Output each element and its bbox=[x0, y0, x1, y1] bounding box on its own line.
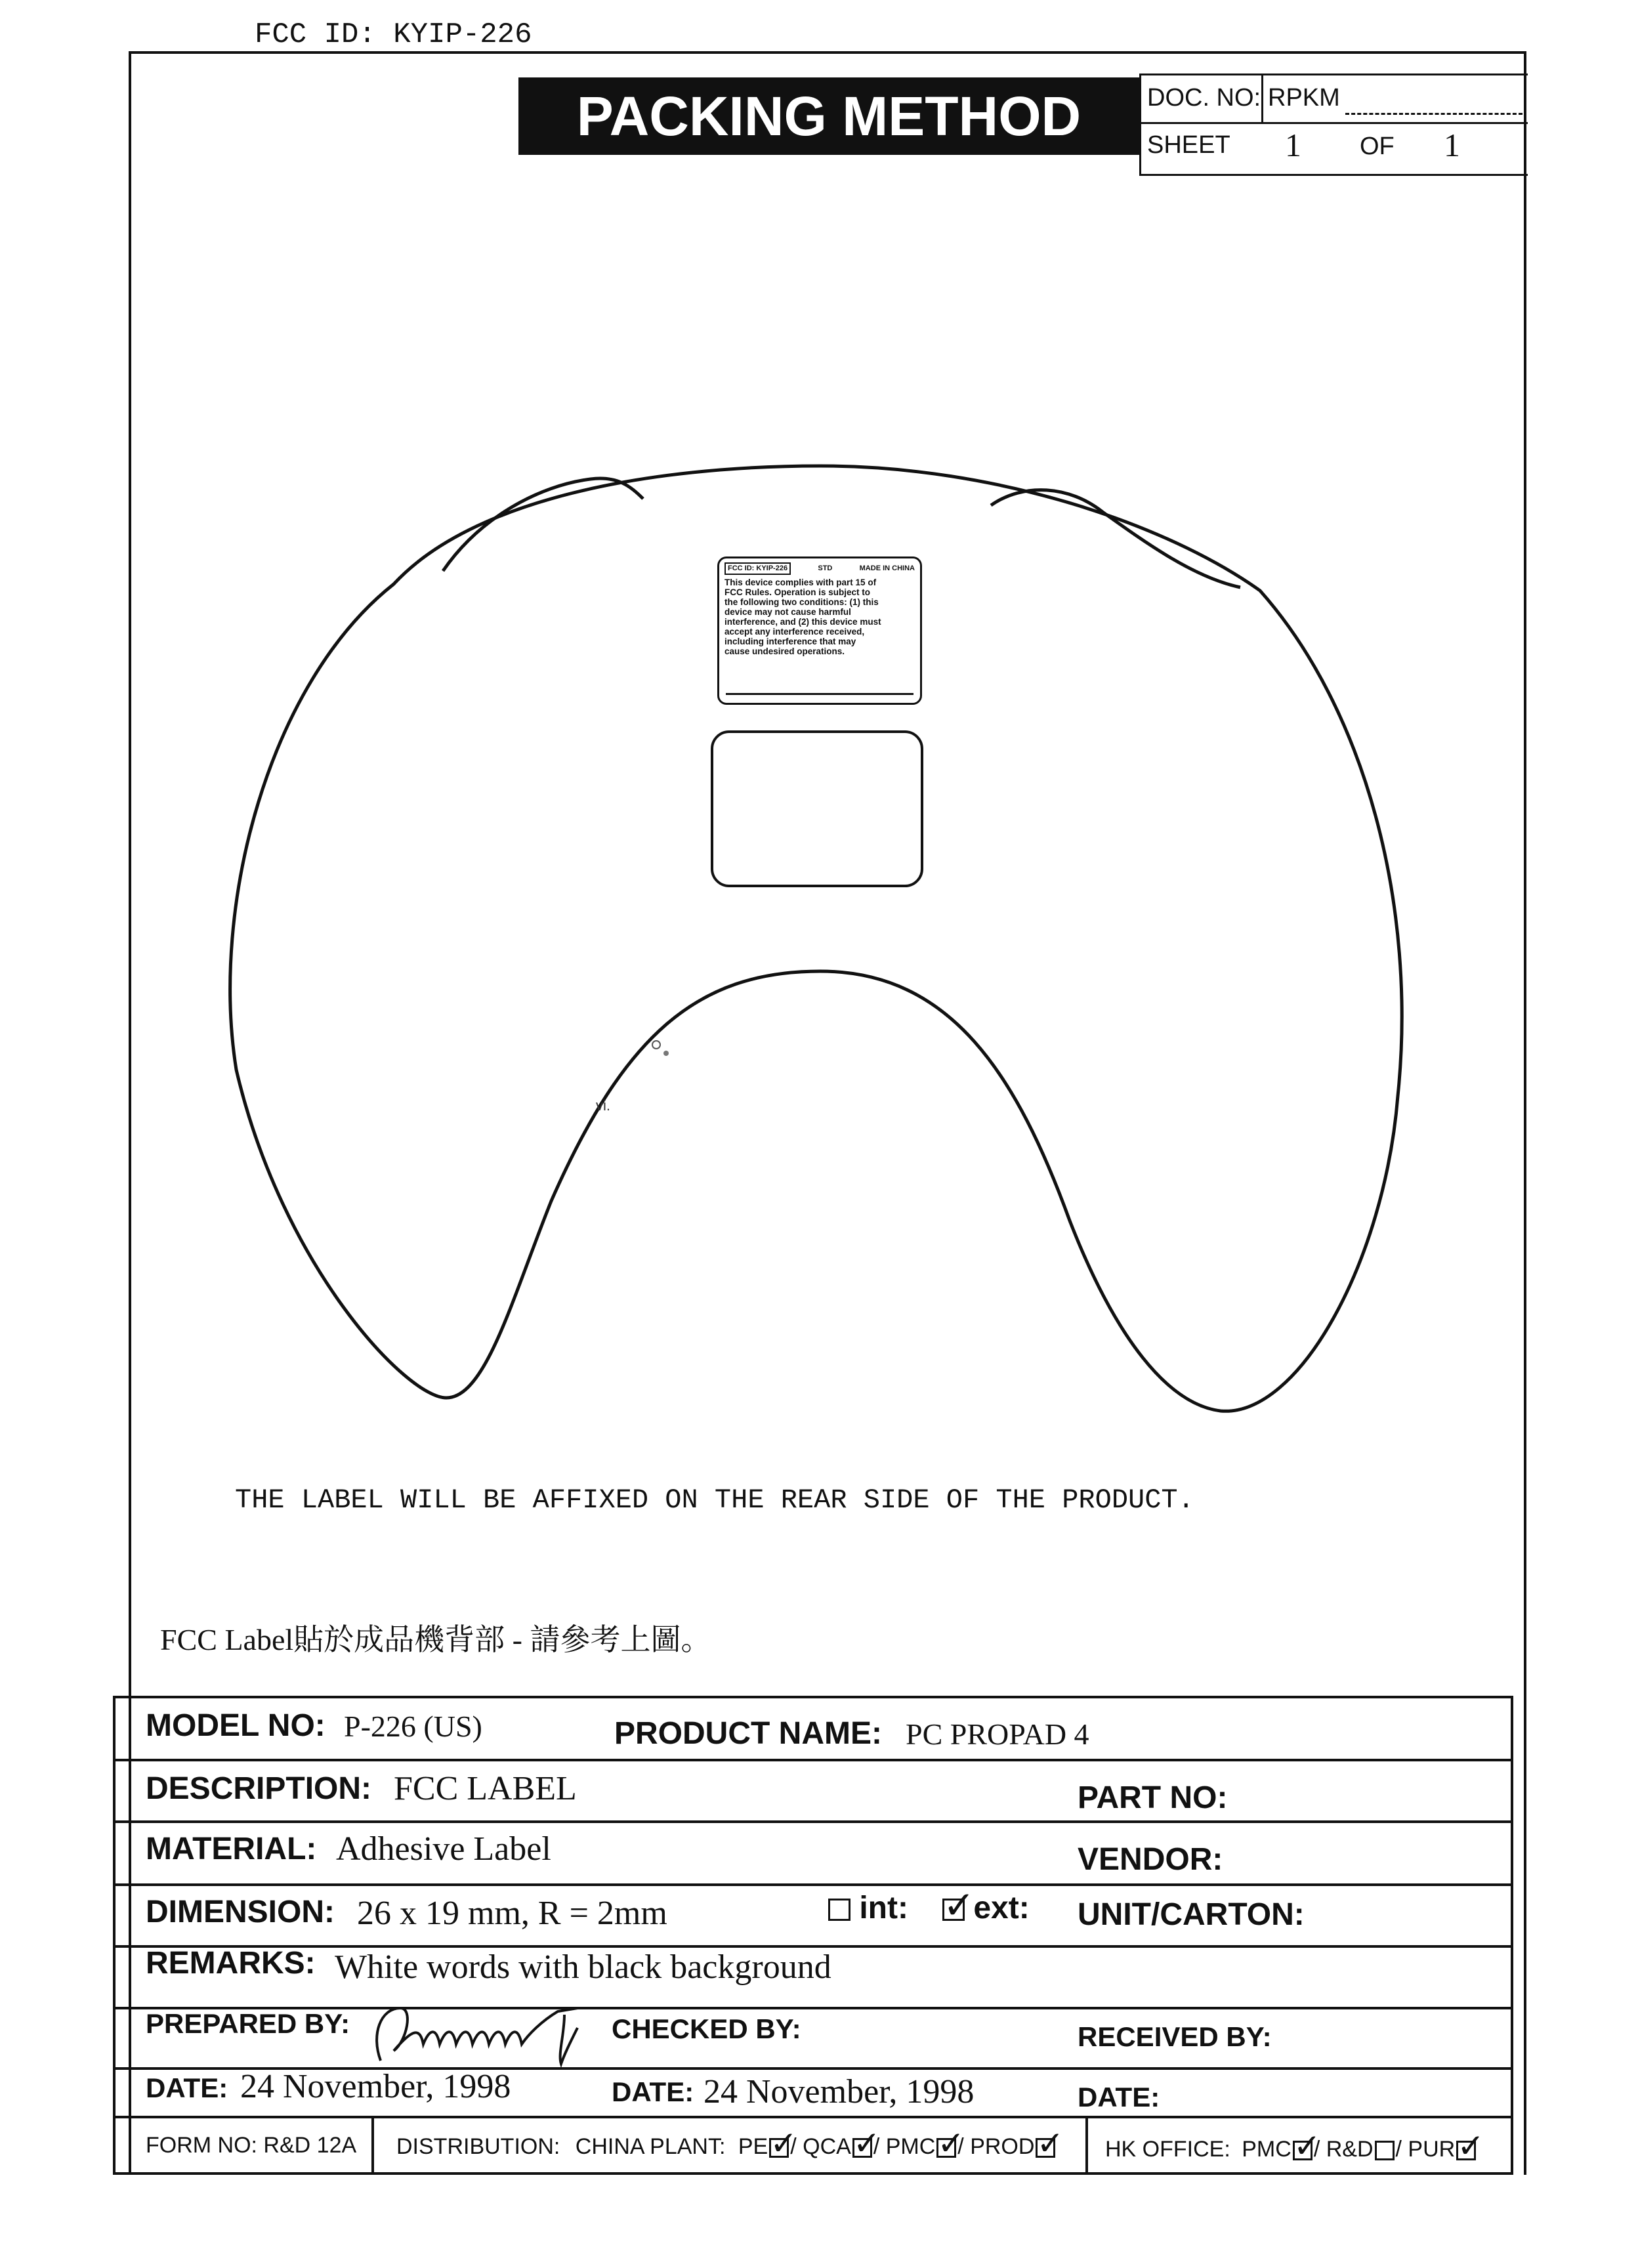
hk-rd-label: R&D bbox=[1326, 2137, 1374, 2162]
fcc-label-line: cause undesired operations. bbox=[724, 646, 845, 656]
placement-note: THE LABEL WILL BE AFFIXED ON THE REAR SIDE OF THE PRODUCT. bbox=[235, 1484, 1194, 1516]
doc-no-value: RPKM bbox=[1268, 84, 1340, 112]
prepared-date-label: DATE: bbox=[146, 2072, 228, 2103]
doc-no-label: DOC. NO: bbox=[1147, 84, 1261, 112]
form-row-divider bbox=[113, 1820, 1513, 1823]
fcc-label-id: FCC ID: KYIP-226 bbox=[724, 562, 791, 575]
pmc-checkbox[interactable] bbox=[936, 2138, 956, 2158]
ext-label: ext: bbox=[973, 1891, 1030, 1925]
unit-carton-label: UNIT/CARTON: bbox=[1078, 1897, 1305, 1932]
model-no-label: MODEL NO: bbox=[146, 1708, 326, 1743]
fcc-label-std: STD bbox=[818, 564, 833, 572]
doc-info-divider bbox=[1139, 122, 1528, 124]
prepared-by-signature bbox=[368, 1988, 591, 2074]
int-checkbox[interactable] bbox=[828, 1899, 850, 1921]
form-row-divider bbox=[113, 1883, 1513, 1886]
product-name-label: PRODUCT NAME: bbox=[614, 1716, 882, 1751]
pe-label: PE bbox=[738, 2134, 768, 2159]
prod-checkbox[interactable] bbox=[1036, 2138, 1055, 2158]
description-label: DESCRIPTION: bbox=[146, 1771, 372, 1806]
distribution-line: DISTRIBUTION: CHINA PLANT: PE✓ / QCA✓ / PMC✓ / PROD✓ bbox=[396, 2134, 1057, 2160]
ext-option bbox=[942, 1890, 1030, 1926]
prepared-date-value: 24 November, 1998 bbox=[240, 2068, 511, 2105]
fcc-label-line: the following two conditions: (1) this bbox=[724, 597, 879, 607]
right-shoulder-bump bbox=[991, 490, 1240, 587]
prepared-by-label: PREPARED BY: bbox=[146, 2008, 350, 2039]
of-label: OF bbox=[1360, 133, 1395, 160]
placement-note-chinese: FCC Label貼於成品機背部 - 請參考上圖。 bbox=[160, 1623, 711, 1656]
checked-by-label: CHECKED BY: bbox=[612, 2013, 801, 2044]
dimension-value: 26 x 19 mm, R = 2mm bbox=[357, 1895, 667, 1932]
material-label: MATERIAL: bbox=[146, 1832, 317, 1866]
doc-no-dashes bbox=[1345, 113, 1522, 115]
hk-office-label: HK OFFICE: bbox=[1105, 2137, 1230, 2162]
description-value: FCC LABEL bbox=[394, 1770, 577, 1807]
hk-pur-label: PUR bbox=[1408, 2137, 1456, 2162]
remarks-value: White words with black background bbox=[335, 1948, 831, 1986]
qca-label: QCA bbox=[803, 2134, 851, 2159]
pmc-label: PMC bbox=[885, 2134, 936, 2159]
fcc-label-line: device may not cause harmful bbox=[724, 607, 851, 617]
prod-label: PROD bbox=[970, 2134, 1035, 2159]
fcc-label-line: This device complies with part 15 of bbox=[724, 578, 877, 587]
footer-divider bbox=[1085, 2116, 1088, 2175]
fcc-label-line: accept any interference received, bbox=[724, 627, 865, 637]
vendor-label: VENDOR: bbox=[1078, 1842, 1223, 1877]
left-shoulder-bump bbox=[443, 478, 643, 571]
page-title-text: PACKING METHOD bbox=[576, 85, 1082, 147]
product-name-value: PC PROPAD 4 bbox=[906, 1717, 1089, 1751]
doc-no-divider bbox=[1261, 74, 1263, 123]
stray-text: vi. bbox=[596, 1097, 610, 1114]
checked-date-label: DATE: bbox=[612, 2076, 694, 2107]
label-placement-outline bbox=[712, 732, 922, 886]
china-plant-label: CHINA PLANT: bbox=[575, 2134, 726, 2159]
footer-divider bbox=[371, 2116, 374, 2175]
model-no-value: P-226 (US) bbox=[344, 1710, 482, 1743]
fcc-label-top-row bbox=[724, 562, 915, 575]
distribution-label: DISTRIBUTION: bbox=[396, 2134, 560, 2159]
sheet-total: 1 bbox=[1444, 127, 1460, 163]
scan-artifact bbox=[652, 1041, 660, 1049]
dimension-label: DIMENSION: bbox=[146, 1895, 335, 1929]
fcc-label-line: FCC Rules. Operation is subject to bbox=[724, 587, 871, 597]
part-no-label: PART NO: bbox=[1078, 1780, 1228, 1815]
fcc-id-header: FCC ID: KYIP-226 bbox=[255, 18, 532, 51]
hk-office-line: HK OFFICE: PMC✓ / R&D / PUR✓ bbox=[1105, 2137, 1477, 2162]
fcc-label-bottom-rule bbox=[726, 693, 914, 695]
qca-checkbox[interactable] bbox=[852, 2138, 872, 2158]
remarks-label: REMARKS: bbox=[146, 1946, 316, 1981]
received-by-label: RECEIVED BY: bbox=[1078, 2021, 1272, 2052]
fcc-label-origin: MADE IN CHINA bbox=[859, 564, 915, 572]
fcc-label-line: interference, and (2) this device must bbox=[724, 617, 881, 627]
form-number: FORM NO: R&D 12A bbox=[146, 2133, 357, 2158]
hk-pur-checkbox[interactable] bbox=[1456, 2141, 1476, 2160]
sheet-label: SHEET bbox=[1147, 131, 1230, 159]
ext-checkbox[interactable] bbox=[942, 1899, 965, 1921]
material-value: Adhesive Label bbox=[336, 1830, 551, 1868]
int-label: int: bbox=[859, 1891, 908, 1925]
int-option bbox=[828, 1890, 908, 1926]
fcc-label-text bbox=[724, 578, 915, 656]
scan-artifact bbox=[663, 1051, 669, 1056]
pe-checkbox[interactable] bbox=[769, 2138, 789, 2158]
hk-pmc-checkbox[interactable] bbox=[1293, 2141, 1312, 2160]
received-date-label: DATE: bbox=[1078, 2082, 1160, 2112]
checked-date-value: 24 November, 1998 bbox=[704, 2073, 975, 2110]
hk-pmc-label: PMC bbox=[1242, 2137, 1292, 2162]
form-row-divider bbox=[113, 1759, 1513, 1761]
sheet-number: 1 bbox=[1285, 127, 1301, 163]
hk-rd-checkbox[interactable] bbox=[1375, 2141, 1395, 2160]
page-title bbox=[518, 77, 1139, 155]
fcc-label-line: including interference that may bbox=[724, 637, 856, 646]
fcc-label-sticker bbox=[717, 556, 922, 705]
form-row-divider bbox=[113, 2116, 1513, 2118]
